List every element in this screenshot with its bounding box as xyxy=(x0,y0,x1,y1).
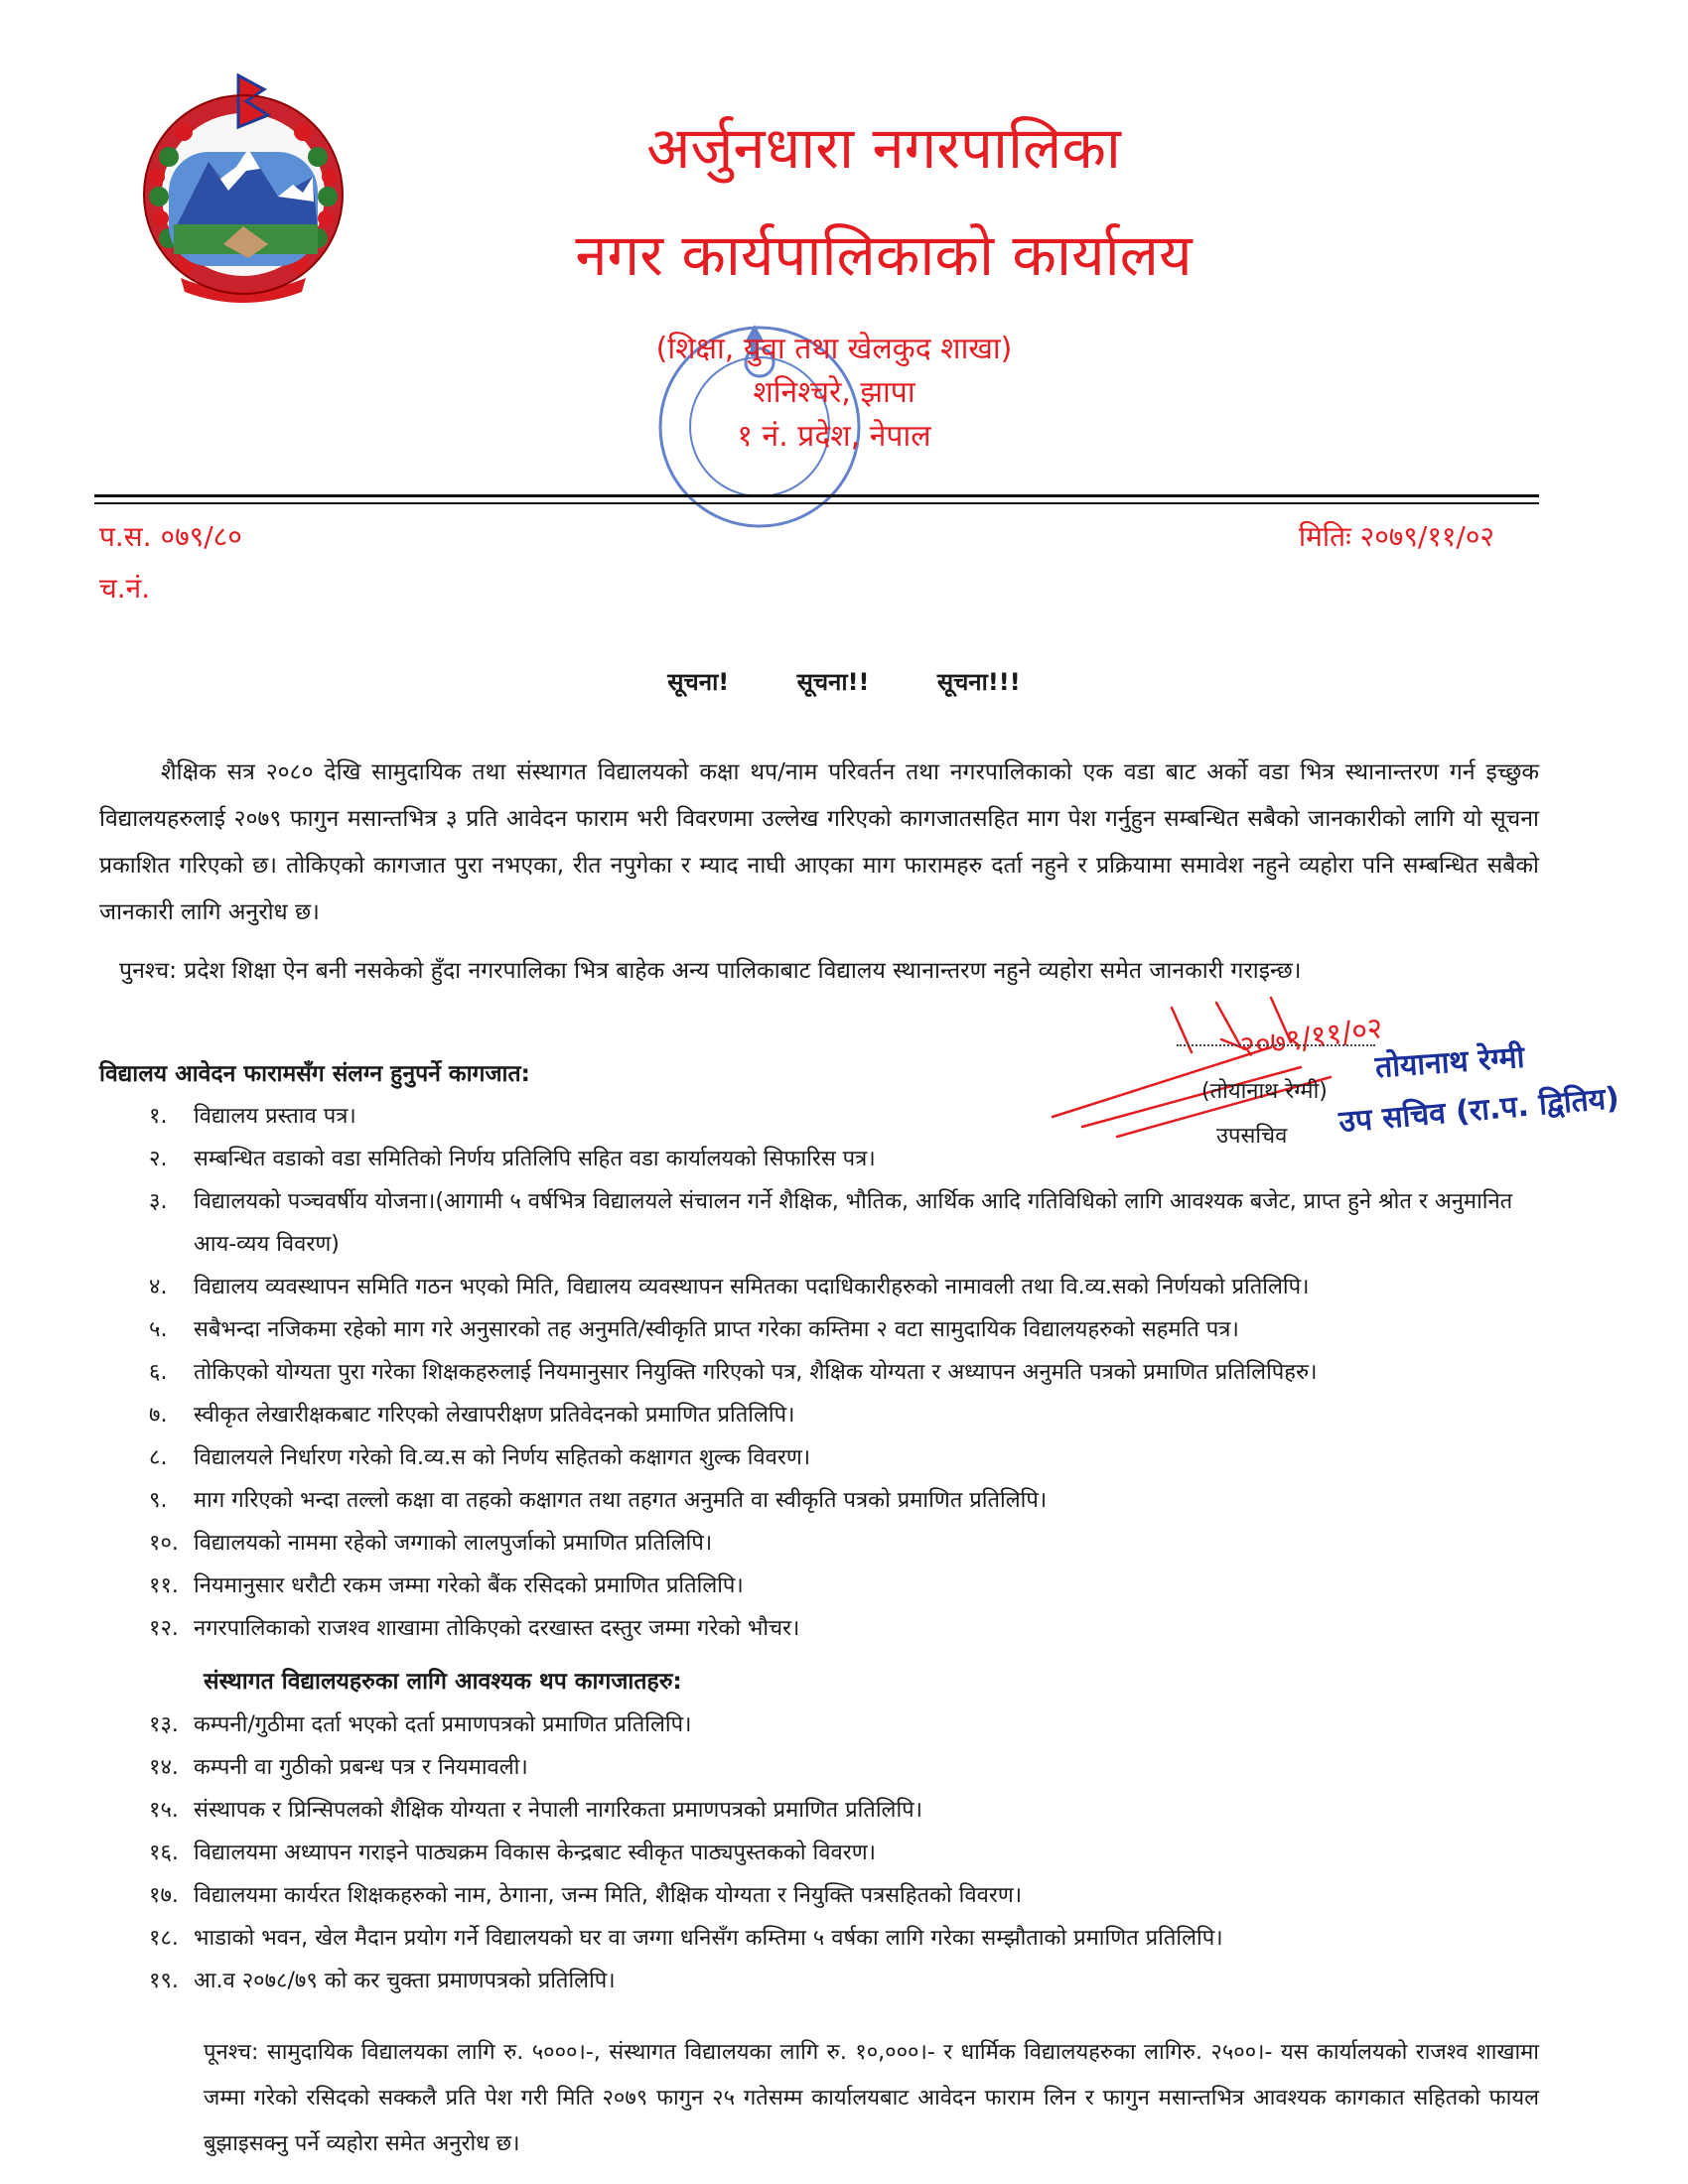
header-rule xyxy=(94,494,1539,497)
list-item-number: १२. xyxy=(149,1616,179,1641)
list-item-text: विद्यालयमा अध्यापन गराइने पाठ्यक्रम विकास केन्द्रबाट स्वीकृत पाठ्यपुस्तकको विवरण। xyxy=(194,1841,876,1865)
list-item-number: ११. xyxy=(149,1573,179,1598)
reference-number: प.स. ०७९/८० xyxy=(99,520,242,553)
notice-postscript: पुनश्च: प्रदेश शिक्षा ऐन बनी नसकेको हुँदा नगरपालिका भित्र बाहेक अन्य पालिकाबाट विद्यालय स्थानान्तरण नहुने व्यहोरा समेत जानकारी गराइन्छ। xyxy=(119,958,1302,984)
office-location: शनिश्चरे, झापा xyxy=(753,375,915,410)
list-item-number: १६. xyxy=(149,1841,179,1865)
office-name: नगर कार्यपालिकाको कार्यालय xyxy=(575,221,1193,289)
list-item xyxy=(99,1479,1539,1522)
list-item-text: विद्यालयले निर्धारण गरेको वि.व्य.स को निर्णय सहितको कक्षागत शुल्क विवरण। xyxy=(194,1445,811,1470)
signatory-title: उपसचिव xyxy=(1216,1124,1288,1149)
list-item-number: १९. xyxy=(149,1969,179,1993)
list-item-number: १४. xyxy=(149,1755,179,1780)
list-item-number: ३. xyxy=(149,1189,168,1214)
list-item-text: विद्यालयमा कार्यरत शिक्षकहरुको नाम, ठेगाना, जन्म मिति, शैक्षिक योग्यता र नियुक्ति पत्रसहितको विवरण। xyxy=(194,1883,1023,1908)
list-item xyxy=(99,1436,1539,1479)
list-item xyxy=(99,1917,1539,1960)
list-item-text: माग गरिएको भन्दा तल्लो कक्षा वा तहको कक्षागत तथा तहगत अनुमति वा स्वीकृति पत्रको प्रमाणित प्रतिलिपि। xyxy=(194,1488,1048,1513)
stamp-signatory-title: उप सचिव (रा.प. द्वितिय) xyxy=(1336,1080,1621,1141)
office-province: १ नं. प्रदेश, नेपाल xyxy=(737,419,931,454)
list-item-number: १३. xyxy=(149,1712,179,1737)
handwritten-date: २०७९/११/०२ xyxy=(1237,1011,1385,1065)
list-item-number: ७. xyxy=(149,1403,168,1428)
list-item-text: विद्यालयको नाममा रहेको जग्गाको लालपुर्जाको प्रमाणित प्रतिलिपि। xyxy=(194,1531,713,1556)
list-item-text: स्वीकृत लेखारीक्षकबाट गरिएको लेखापरीक्षण प्रतिवेदनको प्रमाणित प्रतिलिपि। xyxy=(194,1403,795,1428)
list-item-text: सम्बन्धित वडाको वडा समितिको निर्णय प्रतिलिपि सहित वडा कार्यालयको सिफारिस पत्र। xyxy=(194,1147,876,1171)
reference-block xyxy=(99,511,242,614)
signature-line xyxy=(1177,1044,1375,1046)
list-item-number: १८. xyxy=(149,1926,179,1951)
list-item-number: ४. xyxy=(149,1275,168,1299)
list-item xyxy=(99,1746,1539,1789)
office-title xyxy=(437,94,1331,309)
list-item xyxy=(99,1266,1539,1308)
signatory-name: (तोयानाथ रेग्मी) xyxy=(1201,1079,1328,1104)
list-item-text: विद्यालय व्यवस्थापन समिति गठन भएको मिति, विद्यालय व्यवस्थापन समितका पदाधिकारीहरुको नामावली तथा वि.व्य.सको निर्णयको प्रतिलिपि। xyxy=(194,1275,1310,1299)
list-item xyxy=(99,1789,1539,1832)
list-item-text: संस्थापक र प्रिन्सिपलको शैक्षिक योग्यता र नेपाली नागरिकता प्रमाणपत्रको प्रमाणित प्रतिलिपि। xyxy=(194,1798,922,1823)
list-item xyxy=(99,1180,1539,1266)
list-item-text: नियमानुसार धरौटी रकम जम्मा गरेको बैंक रसिदको प्रमाणित प्रतिलिपि। xyxy=(194,1573,744,1598)
notice-paragraph: शैक्षिक सत्र २०८० देखि सामुदायिक तथा संस्थागत विद्यालयको कक्षा थप/नाम परिवर्तन तथा नगरपालिकाको एक वडा बाट अर्को वडा भित्र स्थानान्तरण गर्न इच्छुक विद्यालयहरुलाई २०७९ फागुन मसान्तभित्र ३ प्रति आवेदन फाराम भरी विवरणमा उल्लेख गरिएको कागजातसहित माग पेश गर्नुहुन सम्बन्धित सबैको जानकारीको लागि यो सूचना प्रकाशित गरिएको छ। तोकिएको कागजात पुरा नभएका, रीत नपुगेका र म्याद नाघी आएका माग फारामहरु दर्ता नहुने र प्रक्रियामा समावेश नहुने व्यहोरा पनि सम्बन्धित सबैको जानकारी लागि अनुरोध छ। xyxy=(99,759,1539,925)
list-item xyxy=(99,1874,1539,1917)
section-info xyxy=(437,328,1231,459)
documents-heading: विद्यालय आवेदन फारामसँग संलग्न हुनुपर्ने कागजात: xyxy=(99,1061,530,1087)
list-item xyxy=(99,1522,1539,1565)
list-item-number: ५. xyxy=(149,1317,168,1342)
list-item xyxy=(99,1308,1539,1351)
footer-note: पूनश्च: सामुदायिक विद्यालयका लागि रु. ५०००।-, संस्थागत विद्यालयका लागि रु. १०,०००।- र धार्मिक विद्यालयहरुका लागिरु. २५००।- यस कार्यालयको राजश्व शाखामा जम्मा गरेको रसिदको सक्कलै प्रति पेश गरी मिति २०७९ फागुन २५ गतेसम्म कार्यालयबाट आवेदन फाराम लिन र फागुन मसान्तभित्र आवश्यक कागकात सहितको फायल बुझाइसक्नु पर्ने व्यहोरा समेत अनुरोध छ। xyxy=(204,2040,1539,2156)
documents-list xyxy=(99,1095,1539,1650)
list-item xyxy=(99,1351,1539,1394)
list-item xyxy=(99,1565,1539,1607)
list-item-number: १०. xyxy=(149,1531,179,1556)
list-item xyxy=(99,1138,1539,1180)
list-item xyxy=(99,1704,1539,1746)
list-item-text: नगरपालिकाको राजश्व शाखामा तोकिएको दरखास्त दस्तुर जम्मा गरेको भौचर। xyxy=(194,1616,800,1641)
list-item xyxy=(99,1832,1539,1874)
list-item-text: भाडाको भवन, खेल मैदान प्रयोग गर्ने विद्यालयको घर वा जग्गा धनिसँग कम्तिमा ५ वर्षका लागि गरेका सम्झौताको प्रमाणित प्रतिलिपि। xyxy=(194,1926,1223,1951)
list-item-number: २. xyxy=(149,1147,168,1171)
notice-heading: सूचना! सूचना!! सूचना!!! xyxy=(667,668,1021,696)
list-item-text: कम्पनी वा गुठीको प्रबन्ध पत्र र नियमावली। xyxy=(194,1755,528,1780)
list-item-number: ६. xyxy=(149,1360,168,1385)
institutional-heading: संस्थागत विद्यालयहरुका लागि आवश्यक थप कागजातहरु: xyxy=(204,1669,682,1695)
letter-date: मितिः २०७९/११/०२ xyxy=(1298,520,1494,553)
list-item-number: ८. xyxy=(149,1445,168,1470)
list-item-number: ९. xyxy=(149,1488,168,1513)
list-item-text: आ.व २०७८/७९ को कर चुक्ता प्रमाणपत्रको प्रतिलिपि। xyxy=(194,1969,616,1993)
section-name: (शिक्षा, युवा तथा खेलकुद शाखा) xyxy=(655,332,1013,366)
list-item xyxy=(99,1394,1539,1436)
list-item-number: १. xyxy=(149,1104,168,1129)
list-item xyxy=(99,1607,1539,1650)
list-item-text: विद्यालयको पञ्चवर्षीय योजना।(आगामी ५ वर्षभित्र विद्यालयले संचालन गर्ने शैक्षिक, भौतिक, आर्थिक आदि गतिविधिको लागि आवश्यक बजेट, प्राप्त हुने श्रोत र अनुमानित आय-व्यय विवरण) xyxy=(194,1189,1513,1257)
header-rule-thin xyxy=(94,502,1539,504)
stamp-signatory-name: तोयानाथ रेग्मी xyxy=(1373,1039,1526,1086)
list-item-number: १७. xyxy=(149,1883,179,1908)
list-item xyxy=(99,1960,1539,2002)
list-item-text: विद्यालय प्रस्ताव पत्र। xyxy=(194,1104,356,1129)
list-item-number: १५. xyxy=(149,1798,179,1823)
nepal-government-emblem-icon xyxy=(129,68,357,306)
institutional-documents-list xyxy=(99,1704,1539,2002)
list-item-text: सबैभन्दा नजिकमा रहेको माग गरे अनुसारको तह अनुमति/स्वीकृति प्राप्त गरेका कम्तिमा २ वटा सामुदायिक विद्यालयहरुको सहमति पत्र। xyxy=(194,1317,1239,1342)
list-item-text: कम्पनी/गुठीमा दर्ता भएको दर्ता प्रमाणपत्रको प्रमाणित प्रतिलिपि। xyxy=(194,1712,692,1737)
dispatch-number: च.नं. xyxy=(99,572,151,605)
list-item xyxy=(99,1095,1539,1138)
municipality-name: अर्जुनधारा नगरपालिका xyxy=(646,114,1121,182)
list-item-text: तोकिएको योग्यता पुरा गरेका शिक्षकहरुलाई नियमानुसार नियुक्ति गरिएको पत्र, शैक्षिक योग्यता र अध्यापन अनुमति पत्रको प्रमाणित प्रतिलिपिहरु। xyxy=(194,1360,1318,1385)
